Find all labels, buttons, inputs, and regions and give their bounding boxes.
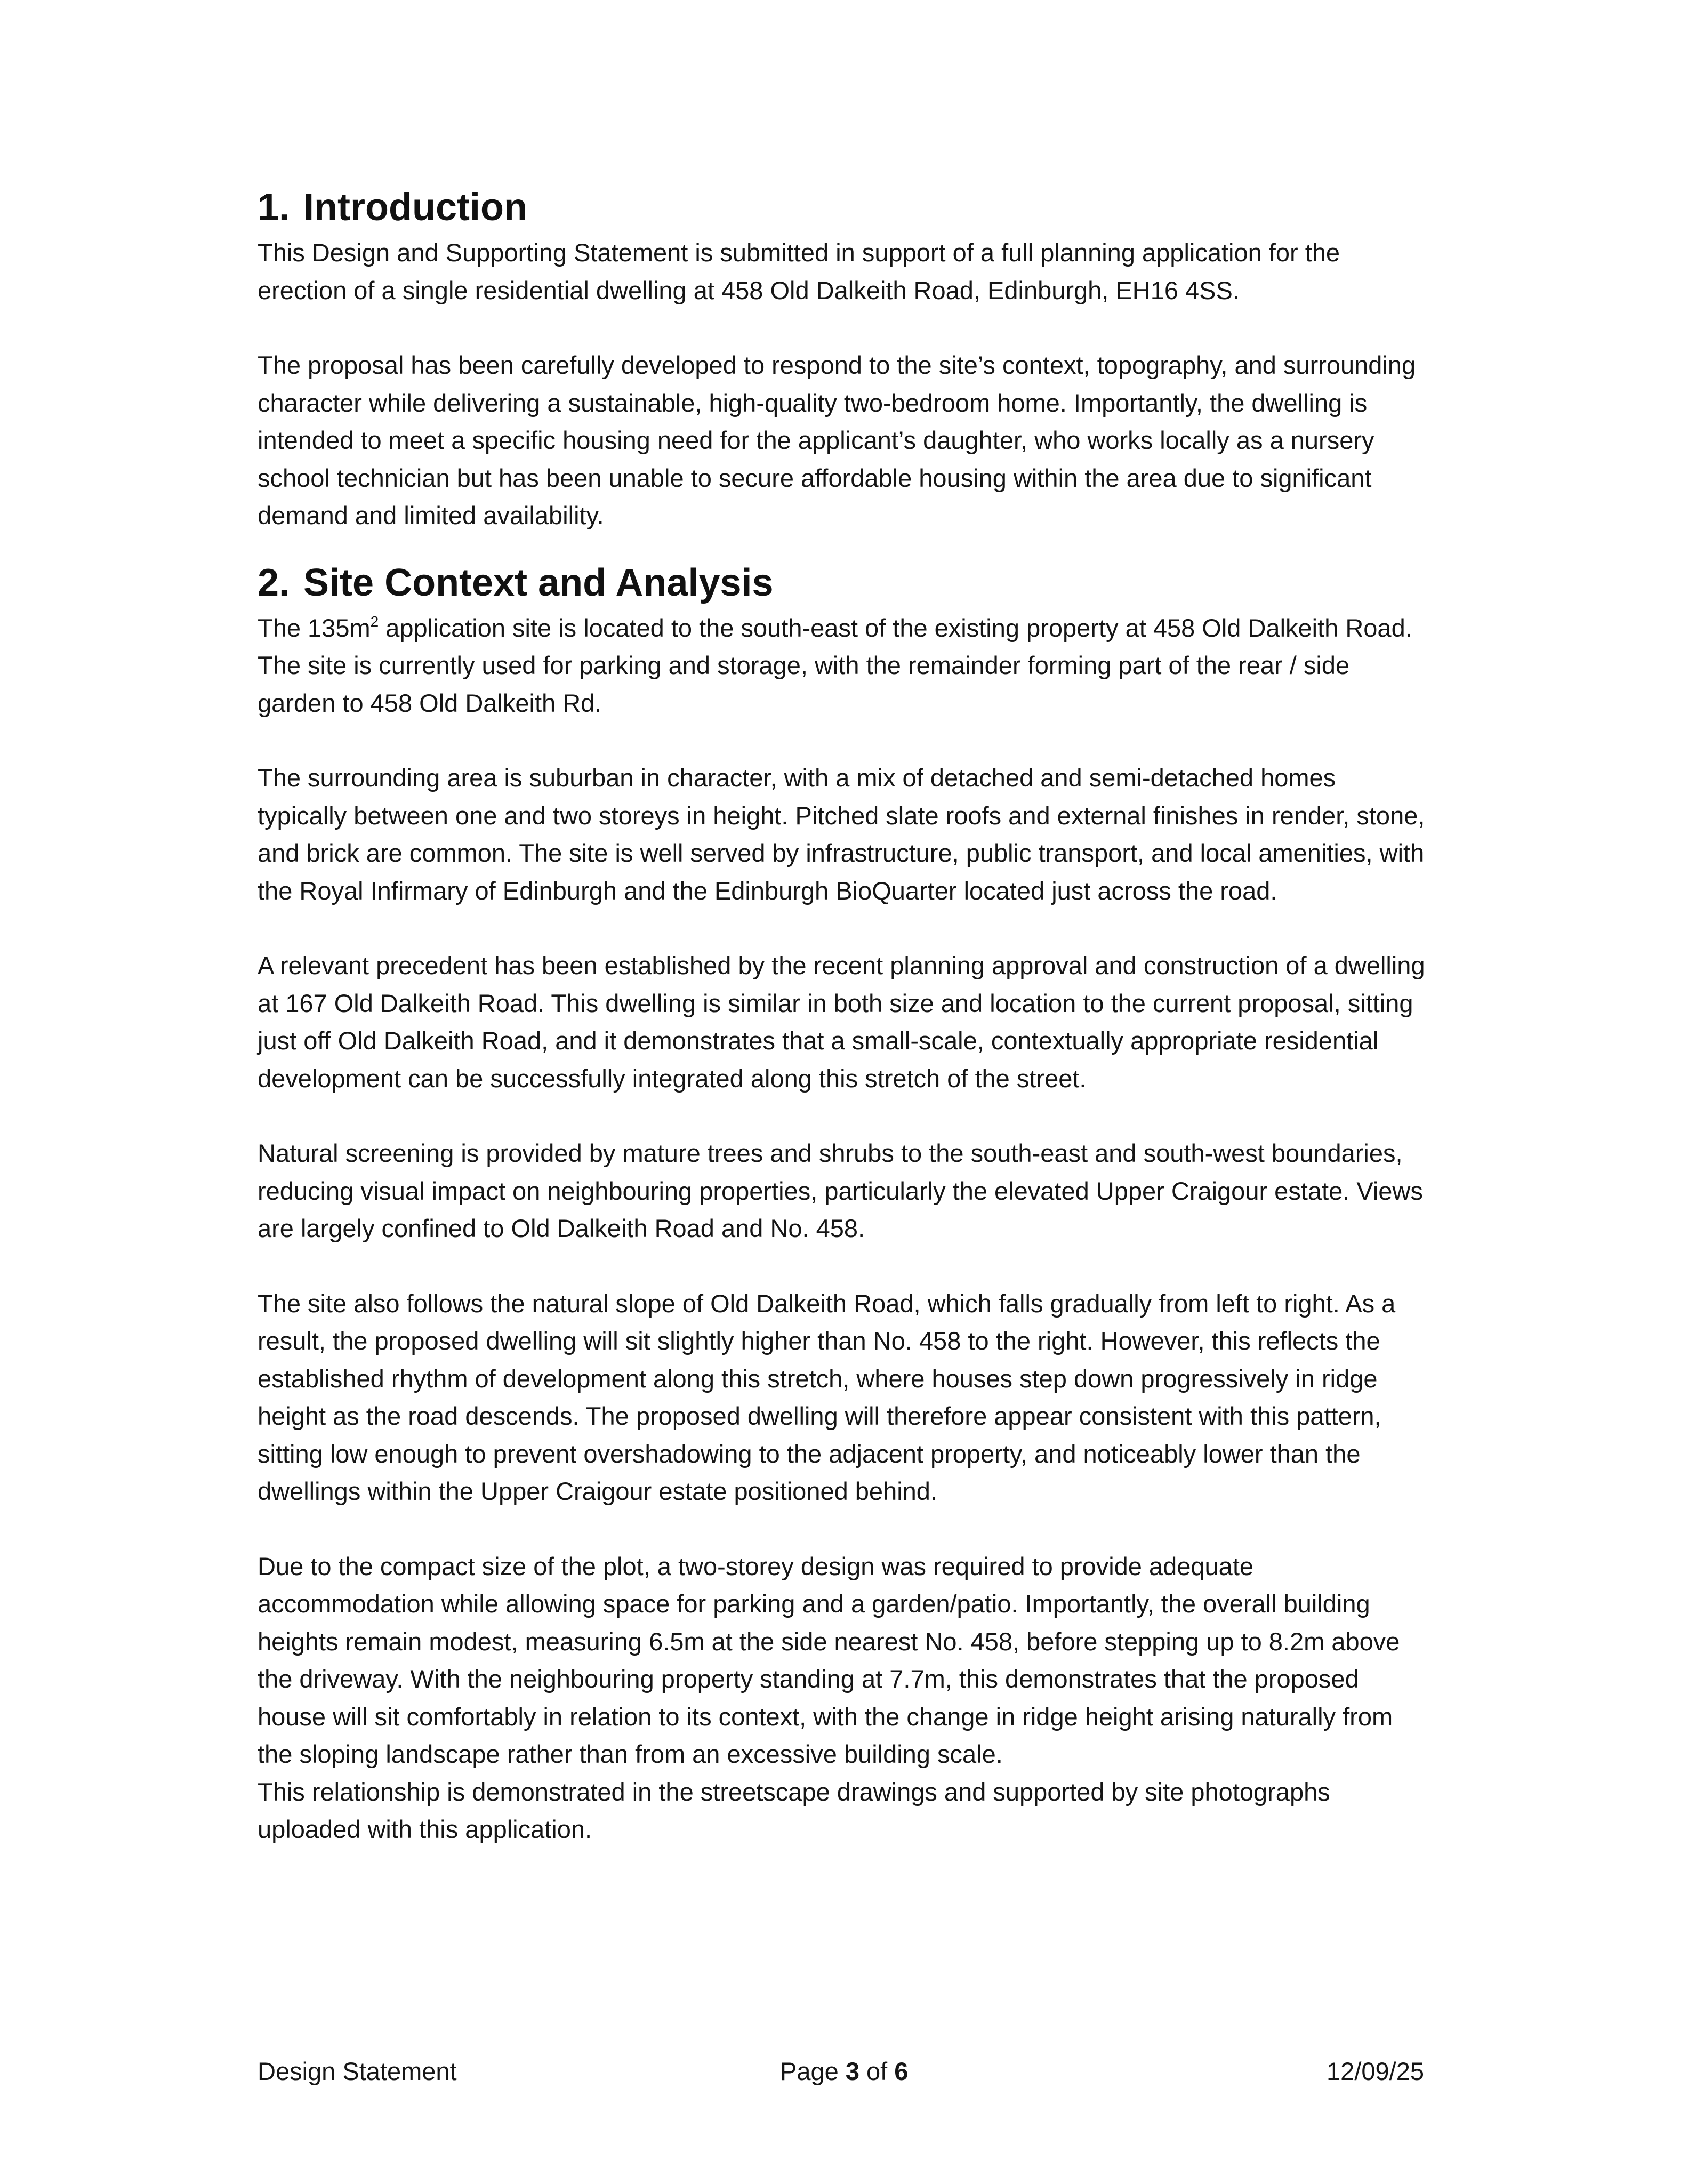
total-pages: 6 [894, 2057, 909, 2085]
section-spacer [258, 535, 1430, 559]
section-number: 1. [258, 186, 290, 229]
paragraph: Due to the compact size of the plot, a two-storey design was required to provide adequate accommodation while allowing space for parking and a garden/patio. Importantly, the overall building heights remain modest, measuring 6.5m at the side nearest No. 458, before stepping up to 8.2m above the driveway. With the neighbouring property standing at 7.7m, this demonstrates that the proposed house will sit comfortably in relation to its context, with the change in ridge height arising naturally from the sloping landscape rather than from an excessive building scale. [258, 1552, 1400, 1768]
page-of-label: of [859, 2057, 895, 2085]
paragraph: The proposal has been carefully developed to respond to the site’s context, topography, and surrounding character while delivering a sustainable, high-quality two-bedroom home. Importantly, the dwelling is intended to meet a specific housing need for the applicant’s daughter, who works locally as a nursery school technician but has been unable to secure affordable housing within the area due to significant demand and limited availability. [258, 351, 1416, 529]
paragraph: This Design and Supporting Statement is submitted in support of a full planning application for the erection of a single residential dwelling at 458 Old Dalkeith Road, Edinburgh, EH16 4SS. [258, 238, 1340, 304]
section-title: Site Context and Analysis [303, 561, 774, 604]
paragraph: The surrounding area is suburban in character, with a mix of detached and semi-detached homes typically between one and two storeys in height. Pitched slate roofs and external finishes in render, stone, and brick are common. The site is well served by infrastructure, public transport, and local amenities, with the Royal Infirmary of Edinburgh and the Edinburgh BioQuarter located just across the road. [258, 764, 1425, 905]
page-content [258, 184, 1430, 1849]
paragraph [258, 609, 1430, 722]
footer-page-number [780, 2053, 908, 2090]
superscript: 2 [370, 613, 379, 630]
section-title: Introduction [303, 186, 527, 229]
paragraph: Natural screening is provided by mature trees and shrubs to the south-east and south-west boundaries, reducing visual impact on neighbouring properties, particularly the elevated Upper Craigour estate. Views are largely confined to Old Dalkeith Road and No. 458. [258, 1139, 1423, 1242]
section-heading-introduction [258, 184, 1430, 231]
paragraph-text: The 135m [258, 613, 371, 642]
current-page: 3 [845, 2057, 859, 2085]
section-heading-site-context [258, 559, 1430, 606]
section-number: 2. [258, 561, 290, 604]
footer-document-title: Design Statement [258, 2057, 457, 2085]
paragraph: The site also follows the natural slope of Old Dalkeith Road, which falls gradually from left to right. As a result, the proposed dwelling will sit slightly higher than No. 458 to the right. However, this reflects the established rhythm of development along this stretch, where houses step down progressively in ridge height as the road descends. The proposed dwelling will therefore appear consistent with this pattern, sitting low enough to prevent overshadowing to the adjacent property, and noticeably lower than the dwellings within the Upper Craigour estate positioned behind. [258, 1289, 1396, 1505]
paragraph: This relationship is demonstrated in the streetscape drawings and supported by site photographs uploaded with this application. [258, 1777, 1330, 1843]
page-footer [258, 2053, 1430, 2090]
paragraph-text: application site is located to the south-east of the existing property at 458 Old Dalkeith Road. The site is currently used for parking and storage, with the remainder forming part of the rear / side garden to 458 Old Dalkeith Rd. [258, 613, 1412, 717]
paragraph: A relevant precedent has been established by the recent planning approval and construction of a dwelling at 167 Old Dalkeith Road. This dwelling is similar in both size and location to the current proposal, sitting just off Old Dalkeith Road, and it demonstrates that a small-scale, contextually appropriate residential development can be successfully integrated along this stretch of the street. [258, 951, 1425, 1093]
page-label: Page [780, 2057, 846, 2085]
footer-date: 12/09/25 [1327, 2057, 1424, 2085]
